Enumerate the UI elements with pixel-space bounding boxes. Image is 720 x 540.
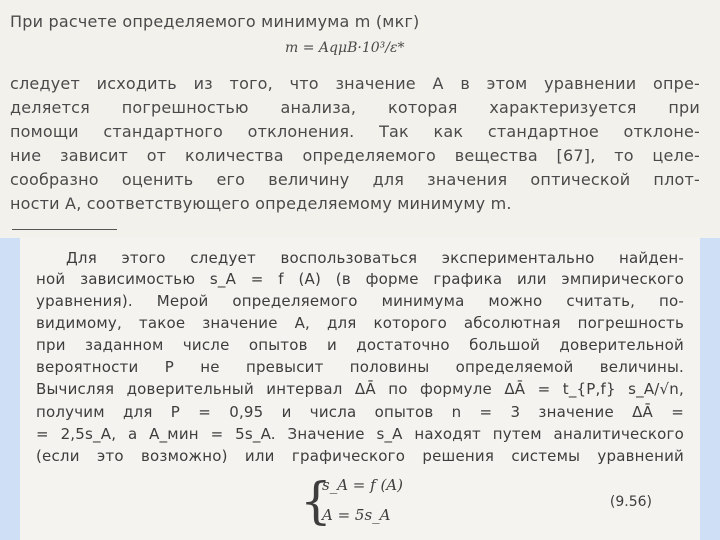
paragraph-line-3: помощи стандартного отклонения. Так как стандартное отклоне- (10, 122, 700, 141)
formula: m = AqμB·10³/ε* (285, 40, 405, 56)
system-row-2: A = 5s_A (322, 506, 391, 524)
title-line: При расчете определяемого минимума m (мкг) (10, 12, 420, 31)
paragraph-line-3: уравнения). Мерой определяемого минимума можно считать, по- (36, 292, 684, 310)
paragraph-line-2: деляется погрешностью анализа, которая характеризуется при (10, 98, 700, 117)
separator-rule (12, 229, 117, 230)
paragraph-line-5: сообразно оценить его величину для значения оптической плот- (10, 170, 700, 189)
equation-number: (9.56) (609, 494, 652, 510)
paragraph-line-8: получим для P = 0,95 и числа опытов n = 3 значение ΔĀ = (36, 403, 684, 421)
paragraph-line-1: следует исходить из того, что значение A в этом уравнении опре- (10, 74, 700, 93)
paragraph-line-4: видимому, такое значение A, для которого абсолютная погрешность (36, 314, 684, 332)
paragraph-line-7: Вычисляя доверительный интервал ΔĀ по формуле ΔĀ = t_{P,f} s_A/√n, (36, 380, 684, 398)
paragraph-line-1: Для этого следует воспользоваться экспериментально найден- (66, 249, 684, 267)
paragraph-line-9: = 2,5s_A, а A_мин = 5s_A. Значение s_A находят путем аналитического (36, 425, 684, 443)
top-scanned-text-block (0, 0, 720, 238)
paragraph-line-5: при заданном числе опытов и достаточно большой доверительной (36, 336, 684, 354)
paragraph-line-4: ние зависит от количества определяемого вещества [67], то целе- (10, 146, 700, 165)
equation-system (300, 474, 680, 534)
system-row-1: s_A = f (A) (322, 476, 403, 494)
left-brace: { (300, 472, 332, 530)
paragraph-line-10: (если это возможно) или графического решения системы уравнений (36, 447, 684, 465)
paragraph-line-6: вероятности P не превысит половины определяемой величины. (36, 358, 684, 376)
paragraph-line-2: ной зависимостью s_A = f (A) (в форме графика или эмпирического (36, 270, 684, 288)
paragraph-line-6: ности A, соответствующего определяемому минимуму m. (10, 194, 512, 213)
